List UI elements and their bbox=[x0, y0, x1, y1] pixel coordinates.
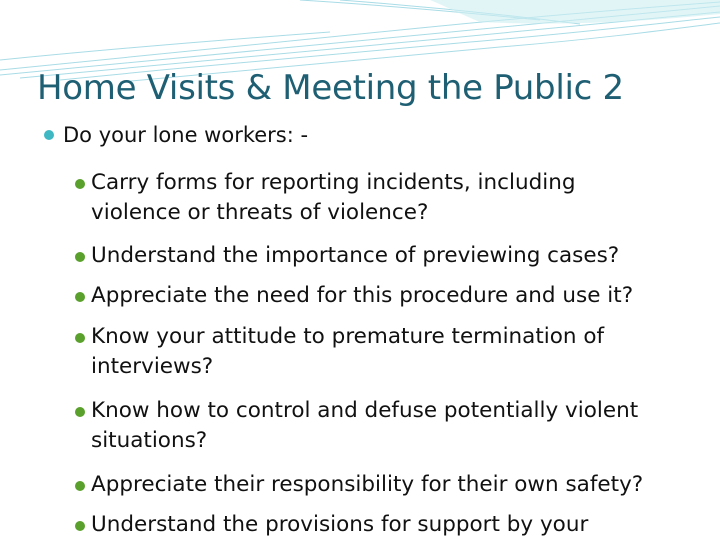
list-item-line: Know how to control and defuse potentially violent bbox=[91, 398, 639, 423]
bullet-icon bbox=[75, 292, 85, 302]
bullet-icon bbox=[75, 333, 85, 343]
list-item-line: Understand the importance of previewing cases? bbox=[91, 243, 620, 268]
list-item-line: Carry forms for reporting incidents, including bbox=[91, 170, 576, 195]
list-item-line: violence or threats of violence? bbox=[91, 200, 429, 225]
bullet-icon bbox=[75, 179, 85, 189]
bullet-icon bbox=[75, 521, 85, 531]
bullet-icon bbox=[44, 130, 54, 140]
list-item-line: situations? bbox=[91, 428, 208, 453]
list-item-line: Appreciate their responsibility for their own safety? bbox=[91, 472, 644, 497]
list-item-line: Understand the provisions for support by your bbox=[91, 512, 589, 537]
slide-title: Home Visits & Meeting the Public 2 bbox=[37, 68, 624, 108]
bullet-icon bbox=[75, 252, 85, 262]
list-item-line: Appreciate the need for this procedure and use it? bbox=[91, 283, 634, 308]
level1-text: Do your lone workers: - bbox=[63, 123, 309, 147]
list-item-line: interviews? bbox=[91, 354, 214, 379]
bullet-icon bbox=[75, 407, 85, 417]
bullet-icon bbox=[75, 481, 85, 491]
list-item-line: Know your attitude to premature termination of bbox=[91, 324, 605, 349]
